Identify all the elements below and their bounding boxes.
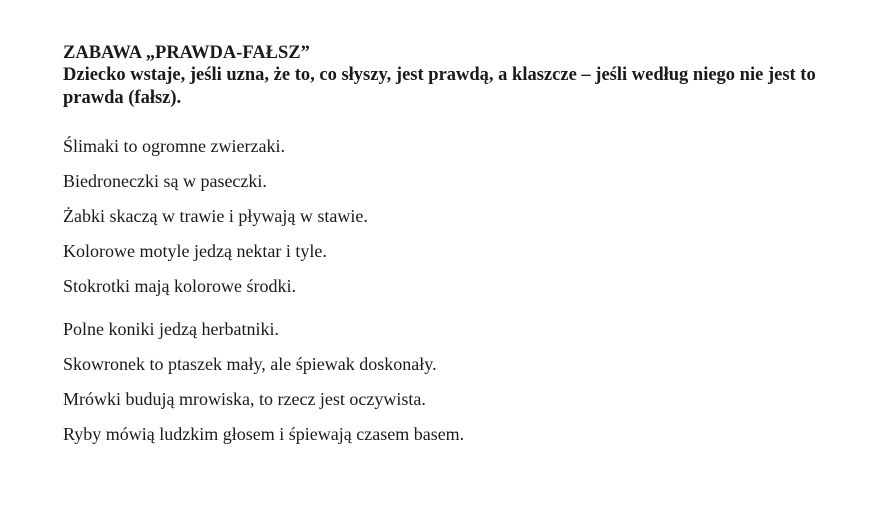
statement-line: Biedroneczki są w paseczki. xyxy=(63,171,267,191)
game-instruction: Dziecko wstaje, jeśli uzna, że to, co słyszy, jest prawdą, a klaszcze – jeśli według niego nie jest to prawda (fałsz). xyxy=(63,65,816,108)
statement-line: Kolorowe motyle jedzą nektar i tyle. xyxy=(63,241,327,261)
statement-line: Stokrotki mają kolorowe środki. xyxy=(63,276,296,296)
statement-line: Mrówki budują mrowiska, to rzecz jest oczywista. xyxy=(63,389,426,409)
statement-line: Polne koniki jedzą herbatniki. xyxy=(63,319,279,339)
statement-line: Żabki skaczą w trawie i pływają w stawie. xyxy=(63,206,368,226)
statement-line: Ślimaki to ogromne zwierzaki. xyxy=(63,136,285,156)
statement-line: Ryby mówią ludzkim głosem i śpiewają czasem basem. xyxy=(63,424,465,444)
statement-line: Skowronek to ptaszek mały, ale śpiewak doskonały. xyxy=(63,354,437,374)
stanza-1 xyxy=(63,135,843,297)
document-title: ZABAWA „PRAWDA-FAŁSZ” xyxy=(63,43,310,63)
stanza-2 xyxy=(63,318,843,445)
document-body xyxy=(63,42,843,445)
